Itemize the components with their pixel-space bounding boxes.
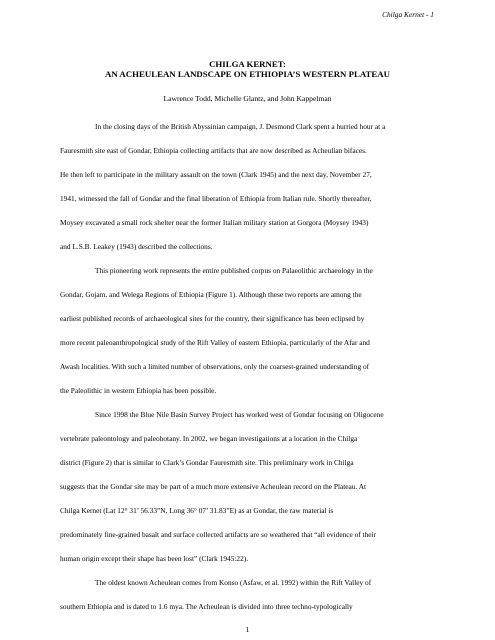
body-line: Since 1998 the Blue Nile Basin Survey Project has worked west of Gondar focusing on Oligocene [95,410,384,419]
body-line: Fauresmith site east of Gondar, Ethiopia collecting artifacts that are now described as Acheulian bifaces. [60,146,367,155]
body-line: human origin except their shape has been lost” (Clark 1945:22). [60,554,249,563]
body-line: Chilga Kernet (Lat 12° 31’ 56.33”N, Long 36° 07’ 31.83”E) as at Gondar, the raw material is [60,506,334,515]
body-line: Moysey excavated a small rock shelter near the former Italian military station at Gorgora (Moysey 1943) [60,218,369,227]
body-line: Gondar, Gojam, and Welega Regions of Ethiopia (Figure 1). Although these two reports are among the [60,290,362,299]
page-number: 1 [245,625,250,634]
body-line: The oldest known Acheulean comes from Konso (Asfaw, et al. 1992) within the Rift Valley of [95,578,372,587]
body-line: In the closing days of the British Abyssinian campaign, J. Desmond Clark spent a hurried hour at a [95,122,386,131]
body-line: This pioneering work represents the entire published corpus on Palaeolithic archaeology in the [95,266,373,275]
body-line: the Paleolithic in western Ethiopia has been possible. [60,386,217,395]
body-line: vertebrate paleontology and paleobotany. In 2002, we began investigations at a location in the Chilga [60,434,358,443]
body-line: more recent paleoanthropological study of the Rift Valley of eastern Ethiopia, particularly of the Afar and [60,338,370,347]
body-line: Awash localities. With such a limited number of observations, only the coarsest-grained understanding of [60,362,370,371]
body-line: southern Ethiopia and is dated to 1.6 mya. The Acheulean is divided into three techno-typologically [60,602,353,611]
body-line: predominately fine-grained basalt and surface collected artifacts are so weathered that “all evidence of their [60,530,377,539]
body-line: and L.S.B. Leakey (1943) described the collections. [60,242,213,251]
title-line-1: CHILGA KERNET: [209,59,286,69]
body-line: district (Figure 2) that is similar to Clark’s Gondar Fauresmith site. This preliminary work in Chilga [60,458,354,467]
title-line-2: AN ACHEULEAN LANDSCAPE ON ETHIOPIA’S WESTERN PLATEAU [105,69,390,79]
body-line: He then left to participate in the military assault on the town (Clark 1945) and the next day, November 27, [60,170,372,179]
authors: Lawrence Todd, Michelle Glantz, and John Kappelman [163,94,332,103]
running-header: Chilga Kernet - 1 [382,10,434,19]
body-line: suggests that the Gondar site may be part of a much more extensive Acheulean record on the Plateau. At [60,482,367,491]
body-line: 1941, witnessed the fall of Gondar and the final liberation of Ethiopia from Italian rule. Shortly thereafter, [60,194,372,203]
body-line: earliest published records of archaeological sites for the country, their significance has been eclipsed by [60,314,365,323]
